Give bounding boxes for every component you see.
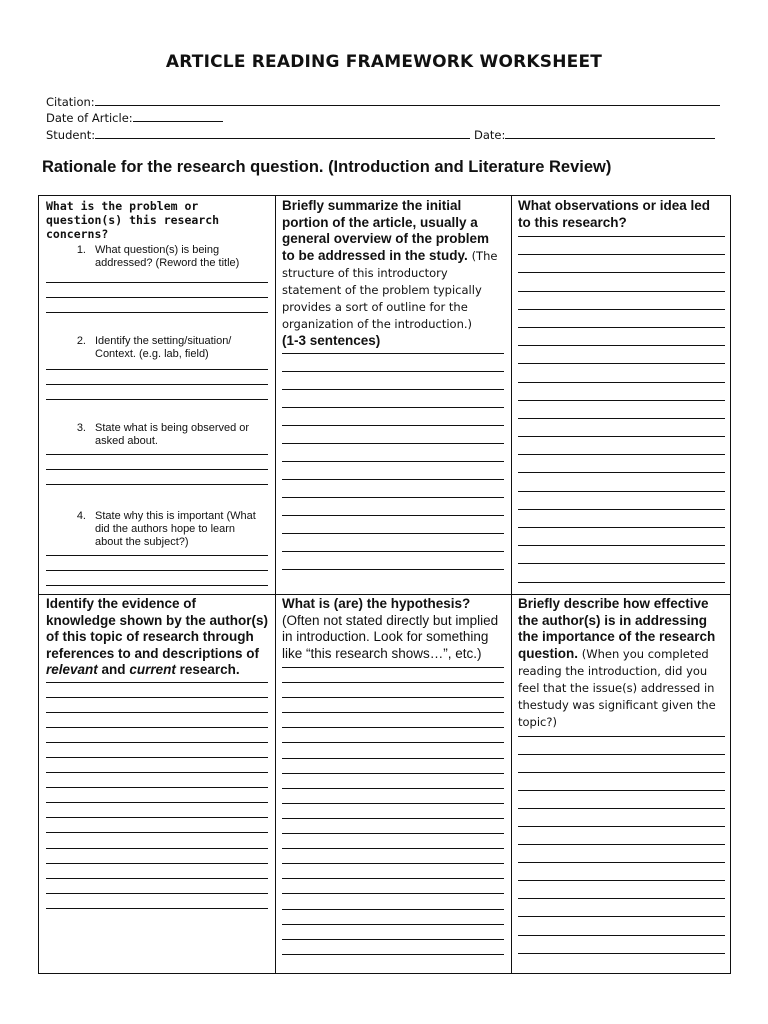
question-number: 3. xyxy=(76,422,86,434)
answer-line[interactable] xyxy=(518,309,725,310)
answer-line[interactable] xyxy=(46,297,268,298)
answer-line[interactable] xyxy=(282,479,504,480)
question-3 xyxy=(46,422,268,485)
effectiveness-heading xyxy=(518,596,725,731)
hypothesis-cell xyxy=(275,594,511,974)
answer-line[interactable] xyxy=(46,712,268,713)
answer-line[interactable] xyxy=(518,754,725,755)
answer-line[interactable] xyxy=(518,563,725,564)
answer-line[interactable] xyxy=(282,939,504,940)
answer-line[interactable] xyxy=(518,880,725,881)
answer-lines[interactable] xyxy=(46,555,268,586)
answer-lines[interactable] xyxy=(46,454,268,485)
answer-line[interactable] xyxy=(46,863,268,864)
summary-cell xyxy=(275,196,511,594)
date-of-article-field[interactable] xyxy=(46,110,223,125)
answer-line[interactable] xyxy=(282,758,504,759)
answer-line[interactable] xyxy=(46,878,268,879)
answer-line[interactable] xyxy=(282,773,504,774)
answer-line[interactable] xyxy=(282,848,504,849)
date-blank[interactable] xyxy=(505,127,715,139)
answer-line[interactable] xyxy=(282,515,504,516)
effectiveness-note: (When you completed reading the introduction, did you feel that the issue(s) addressed in thestudy was significant given the topic?) xyxy=(518,646,716,729)
answer-line[interactable] xyxy=(518,454,725,455)
evidence-end: research. xyxy=(179,662,240,677)
student-label: Student: xyxy=(46,128,96,142)
citation-label: Citation: xyxy=(46,95,95,109)
answer-line[interactable] xyxy=(46,484,268,485)
answer-line[interactable] xyxy=(46,555,268,556)
question-text: Identify the setting/situation/ Context. (e.g. lab, field) xyxy=(95,335,232,360)
effectiveness-cell xyxy=(511,594,732,974)
answer-line[interactable] xyxy=(282,697,504,698)
date-label: Date: xyxy=(474,128,506,142)
observations-cell xyxy=(511,196,732,594)
answer-line[interactable] xyxy=(518,345,725,346)
answer-line[interactable] xyxy=(518,953,725,954)
answer-line[interactable] xyxy=(518,272,725,273)
answer-line[interactable] xyxy=(518,527,725,528)
answer-line[interactable] xyxy=(282,788,504,789)
answer-line[interactable] xyxy=(282,407,504,408)
answer-line[interactable] xyxy=(518,327,725,328)
citation-field[interactable] xyxy=(46,94,720,109)
student-blank[interactable] xyxy=(95,127,470,139)
worksheet-table xyxy=(38,195,731,974)
answer-line[interactable] xyxy=(46,282,268,283)
answer-line[interactable] xyxy=(518,772,725,773)
answer-line[interactable] xyxy=(282,818,504,819)
summary-heading-text: Briefly summarize the initial portion of the article, usually a general overview of the problem to be addressed in the study. xyxy=(282,198,490,263)
answer-line[interactable] xyxy=(518,582,725,583)
answer-line[interactable] xyxy=(518,844,725,845)
section-heading: Rationale for the research question. (Introduction and Literature Review) xyxy=(42,158,612,176)
answer-line[interactable] xyxy=(46,802,268,803)
answer-line[interactable] xyxy=(518,363,725,364)
question-text: What question(s) is being addressed? (Reword the title) xyxy=(95,244,240,269)
answer-line[interactable] xyxy=(46,893,268,894)
answer-line[interactable] xyxy=(518,545,725,546)
evidence-emphasis-current: current xyxy=(129,662,176,677)
answer-line[interactable] xyxy=(518,736,725,737)
hypothesis-heading: What is (are) the hypothesis? xyxy=(282,596,471,611)
answer-line[interactable] xyxy=(282,682,504,683)
answer-line[interactable] xyxy=(282,909,504,910)
answer-line[interactable] xyxy=(282,833,504,834)
answer-line[interactable] xyxy=(518,291,725,292)
answer-lines[interactable] xyxy=(518,236,725,583)
answer-line[interactable] xyxy=(518,418,725,419)
answer-line[interactable] xyxy=(46,585,268,586)
worksheet-title: ARTICLE READING FRAMEWORK WORKSHEET xyxy=(165,52,603,72)
answer-line[interactable] xyxy=(46,742,268,743)
answer-line[interactable] xyxy=(46,787,268,788)
citation-blank[interactable] xyxy=(95,94,720,106)
answer-line[interactable] xyxy=(282,924,504,925)
answer-line[interactable] xyxy=(518,236,725,237)
question-number: 1. xyxy=(76,244,86,256)
answer-lines[interactable] xyxy=(518,736,725,954)
answer-line[interactable] xyxy=(282,497,504,498)
question-number: 2. xyxy=(76,335,86,347)
answer-line[interactable] xyxy=(282,425,504,426)
date-of-article-label: Date of Article: xyxy=(46,111,133,125)
evidence-cell xyxy=(39,594,275,974)
answer-line[interactable] xyxy=(282,371,504,372)
answer-line[interactable] xyxy=(518,935,725,936)
answer-line[interactable] xyxy=(518,790,725,791)
summary-note: (The structure of this introductory statement of the problem typically provides a sort of outline for the organization of the introduction.) xyxy=(282,248,498,331)
evidence-heading xyxy=(46,596,268,679)
answer-line[interactable] xyxy=(282,667,504,668)
answer-line[interactable] xyxy=(518,826,725,827)
answer-line[interactable] xyxy=(282,712,504,713)
answer-line[interactable] xyxy=(282,461,504,462)
answer-line[interactable] xyxy=(46,454,268,455)
effectiveness-heading-text: Briefly describe how effective the author(s) is in addressing the importance of the research question. xyxy=(518,596,716,661)
summary-length: (1-3 sentences) xyxy=(282,332,381,348)
answer-line[interactable] xyxy=(282,803,504,804)
student-field[interactable] xyxy=(46,127,470,142)
answer-line[interactable] xyxy=(518,472,725,473)
question-number: 4. xyxy=(76,510,86,522)
answer-line[interactable] xyxy=(46,697,268,698)
answer-line[interactable] xyxy=(518,808,725,809)
observations-heading: What observations or idea led to this research? xyxy=(518,198,711,230)
answer-lines[interactable] xyxy=(282,353,504,570)
answer-line[interactable] xyxy=(282,954,504,955)
answer-lines[interactable] xyxy=(282,667,504,955)
answer-lines[interactable] xyxy=(46,282,268,313)
answer-line[interactable] xyxy=(282,443,504,444)
answer-line[interactable] xyxy=(46,832,268,833)
date-field[interactable] xyxy=(474,127,715,142)
answer-line[interactable] xyxy=(518,491,725,492)
answer-line[interactable] xyxy=(518,436,725,437)
answer-line[interactable] xyxy=(282,893,504,894)
answer-line[interactable] xyxy=(518,916,725,917)
question-text: State what is being observed or asked about. xyxy=(95,422,250,447)
answer-line[interactable] xyxy=(518,898,725,899)
answer-line[interactable] xyxy=(46,848,268,849)
answer-line[interactable] xyxy=(46,312,268,313)
answer-line[interactable] xyxy=(282,551,504,552)
answer-lines[interactable] xyxy=(46,369,268,400)
date-of-article-blank[interactable] xyxy=(133,110,223,122)
answer-line[interactable] xyxy=(46,570,268,571)
answer-line[interactable] xyxy=(518,400,725,401)
answer-line[interactable] xyxy=(46,399,268,400)
answer-line[interactable] xyxy=(282,742,504,743)
answer-line[interactable] xyxy=(282,727,504,728)
answer-line[interactable] xyxy=(518,382,725,383)
answer-line[interactable] xyxy=(46,469,268,470)
answer-line[interactable] xyxy=(518,509,725,510)
answer-line[interactable] xyxy=(282,353,504,354)
answer-line[interactable] xyxy=(518,862,725,863)
evidence-emphasis-relevant: relevant xyxy=(46,662,98,677)
problem-heading: What is the problem or question(s) this research concerns? xyxy=(46,199,220,241)
answer-line[interactable] xyxy=(282,389,504,390)
question-1 xyxy=(46,244,268,313)
answer-line[interactable] xyxy=(46,384,268,385)
question-2 xyxy=(46,335,268,400)
answer-line[interactable] xyxy=(282,533,504,534)
hypothesis-note: (Often not stated directly but implied in introduction. Look for something like “this research shows…”, etc.) xyxy=(282,612,499,661)
answer-line[interactable] xyxy=(518,254,725,255)
answer-line[interactable] xyxy=(46,682,268,683)
evidence-heading-text: Identify the evidence of knowledge shown by the author(s) of this topic of research through references to and descriptions of xyxy=(46,596,269,661)
answer-line[interactable] xyxy=(46,757,268,758)
answer-line[interactable] xyxy=(282,878,504,879)
answer-line[interactable] xyxy=(282,569,504,570)
answer-line[interactable] xyxy=(282,863,504,864)
answer-lines[interactable] xyxy=(46,682,268,909)
answer-line[interactable] xyxy=(46,772,268,773)
summary-heading xyxy=(282,198,504,333)
question-text: State why this is important (What did the authors hope to learn about the subject?) xyxy=(95,510,256,548)
question-4 xyxy=(46,510,268,586)
answer-line[interactable] xyxy=(46,369,268,370)
answer-line[interactable] xyxy=(46,908,268,909)
answer-line[interactable] xyxy=(46,817,268,818)
answer-line[interactable] xyxy=(46,727,268,728)
problem-cell xyxy=(39,196,275,594)
evidence-and: and xyxy=(101,662,126,677)
